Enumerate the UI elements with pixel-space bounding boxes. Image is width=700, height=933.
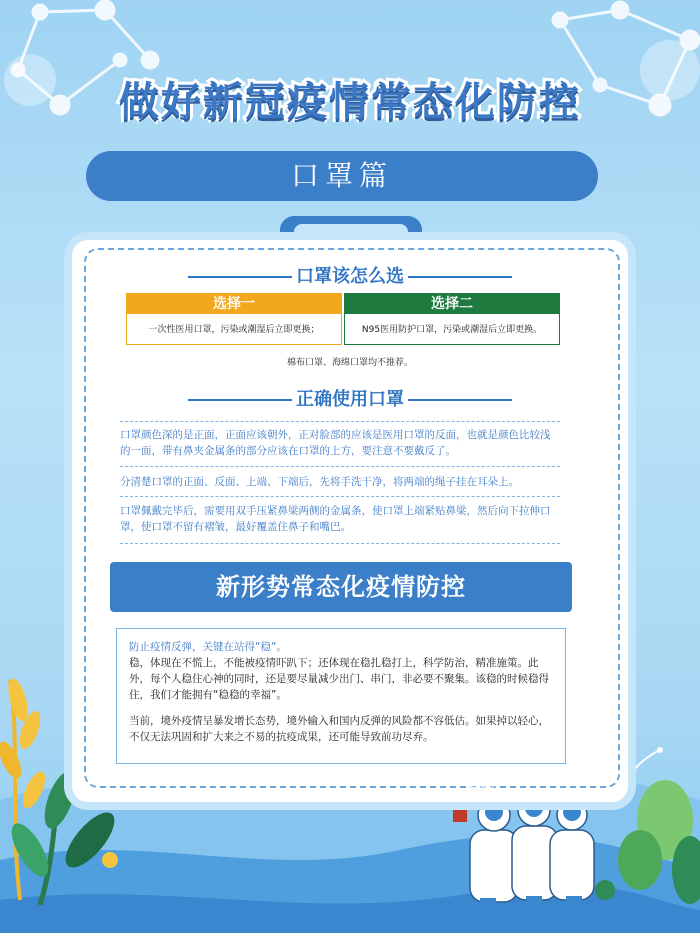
mask-option-one bbox=[126, 293, 342, 345]
heading-line-right bbox=[408, 276, 512, 278]
illustration-banner-text: 众志成城 抗击疫情 bbox=[465, 768, 569, 801]
section-pill-mask: 口罩篇 bbox=[86, 151, 598, 201]
illustration-banner bbox=[455, 760, 615, 820]
normalization-text-box bbox=[116, 628, 566, 764]
mask-use-paragraph-1: 口罩颜色深的是正面，正面应该朝外，正对脸部的应该是医用口罩的反面，也就是颜色比较浅的一面，带有鼻夹金属条的部分应该在口罩的上方，要注意不要戴反了。 bbox=[120, 429, 551, 457]
normalization-banner: 新形势常态化疫情防控 bbox=[110, 562, 572, 612]
mask-option-two-text: N95医用防护口罩，污染或潮湿后立即更换。 bbox=[361, 325, 543, 335]
divider bbox=[120, 421, 560, 422]
mask-option-one-title: 选择一 bbox=[127, 294, 341, 314]
svg-text:众志成城 抗击疫情 bbox=[465, 767, 569, 801]
normalization-paragraph-1: 稳，体现在不慌上，不能被疫情吓趴下；还体现在稳扎稳打上，科学防治，精准施策。此外，每个人稳住心神的同时，还是要尽量减少出门、串门，非必要不聚集。该稳的时候稳得住，我们才能拥有“稳稳的幸福”。 bbox=[129, 657, 549, 701]
mask-option-one-text: 一次性医用口罩，污染或潮湿后立即更换； bbox=[148, 325, 320, 335]
section-heading-text: 正确使用口罩 bbox=[296, 389, 404, 410]
section-heading-mask-choice bbox=[0, 262, 700, 288]
mask-use-paragraph-2: 分清楚口罩的正面、反面、上端、下端后，先将手洗干净，将两端的绳子挂在耳朵上。 bbox=[120, 476, 519, 488]
mask-option-two bbox=[344, 293, 560, 345]
section-heading-text: 口罩该怎么选 bbox=[296, 266, 404, 287]
heading-line-right bbox=[408, 399, 512, 401]
mask-option-two-title: 选择二 bbox=[345, 294, 559, 314]
page-title-text: 做好新冠疫情常态化防控 bbox=[119, 79, 581, 125]
section-heading-mask-use bbox=[0, 385, 700, 411]
mask-choice-note: 棉布口罩、海绵口罩均不推荐。 bbox=[286, 358, 413, 368]
heading-line-left bbox=[188, 276, 292, 278]
normalization-paragraph-2: 当前，境外疫情呈暴发增长态势，境外输入和国内反弹的风险都不容低估。如果掉以轻心，不仅无法巩固和扩大来之不易的抗疫成果，还可能导致前功尽弃。 bbox=[129, 715, 549, 743]
divider bbox=[120, 543, 560, 544]
mask-use-paragraph-3: 口罩佩戴完毕后，需要用双手压紧鼻梁两侧的金属条，使口罩上端紧贴鼻梁，然后向下拉伸口罩，使口罩不留有褶皱，最好覆盖住鼻子和嘴巴。 bbox=[120, 505, 551, 533]
page-title bbox=[0, 70, 700, 127]
divider bbox=[120, 496, 560, 497]
divider bbox=[120, 466, 560, 467]
normalization-lead: 防止疫情反弹，关键在站得“稳”。 bbox=[129, 641, 287, 653]
heading-line-left bbox=[188, 399, 292, 401]
